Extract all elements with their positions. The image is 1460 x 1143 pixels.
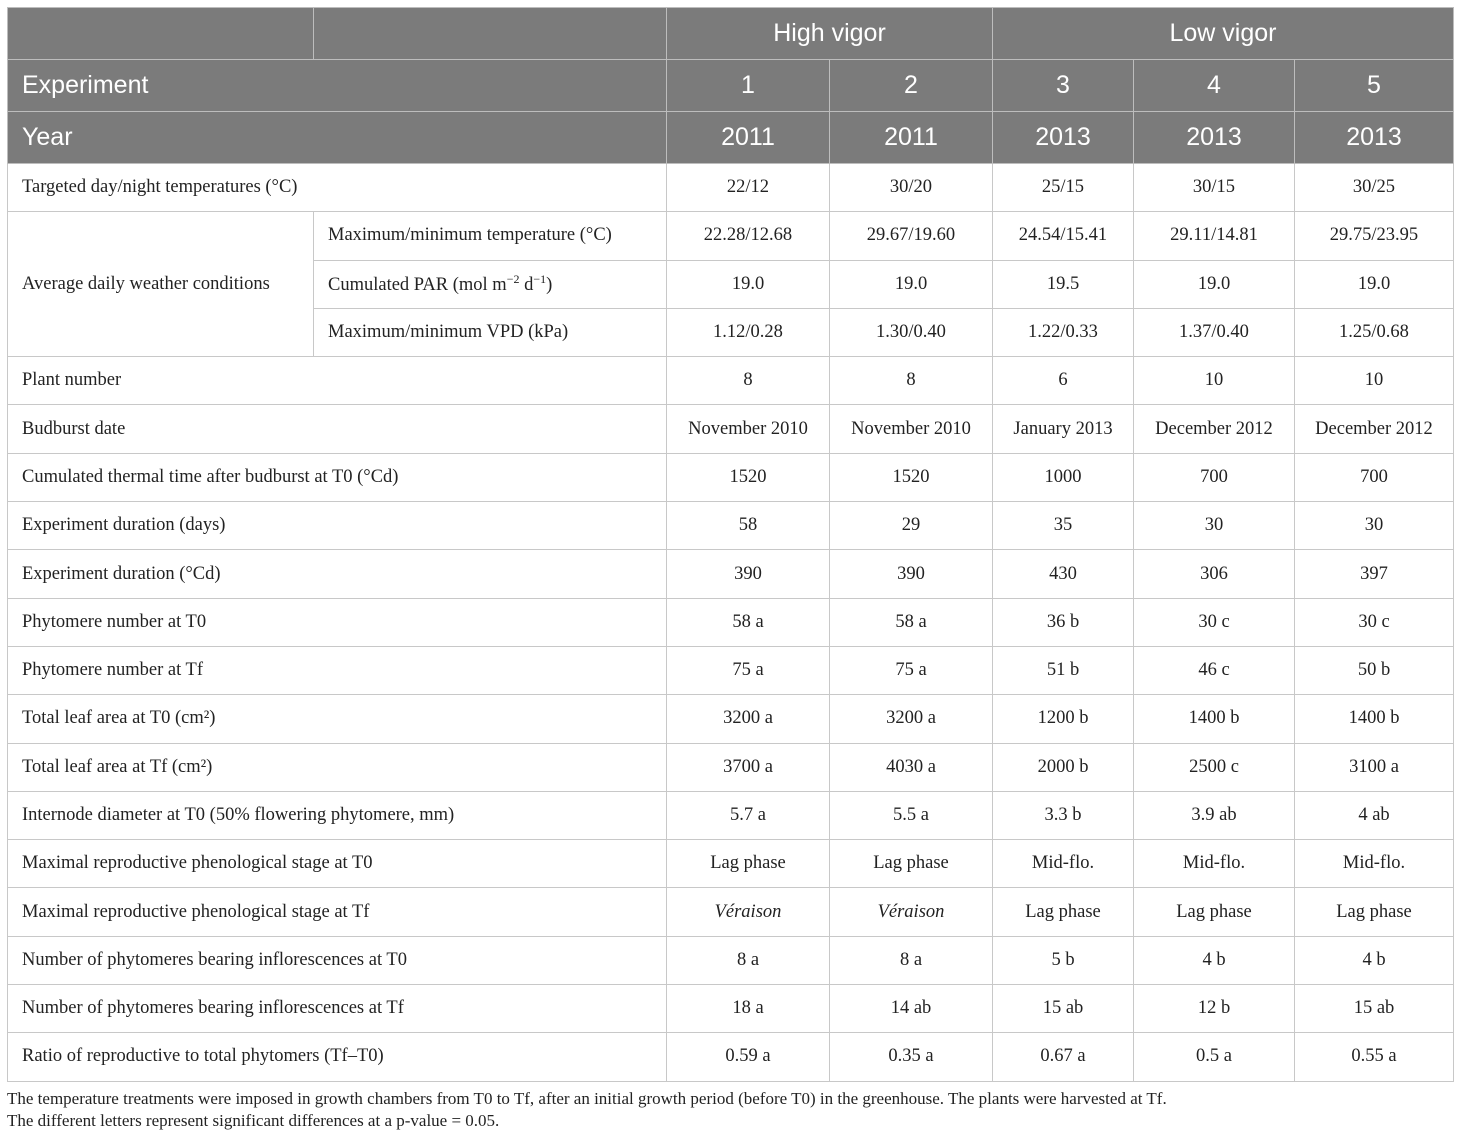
cell-value: 8 a bbox=[667, 936, 830, 984]
row-label: Maximal reproductive phenological stage at Tf bbox=[8, 888, 667, 936]
cell-value: 6 bbox=[993, 357, 1134, 405]
cell-value: 4 b bbox=[1295, 936, 1454, 984]
cell-value: 1520 bbox=[667, 453, 830, 501]
row-label: Number of phytomeres bearing inflorescences at T0 bbox=[8, 936, 667, 984]
cell-value: 8 bbox=[830, 357, 993, 405]
experiment-header-row bbox=[8, 60, 1454, 112]
cell-value: 25/15 bbox=[993, 164, 1134, 212]
cell-value: 0.55 a bbox=[1295, 1033, 1454, 1081]
cell-value: 1520 bbox=[830, 453, 993, 501]
table-body bbox=[8, 164, 1454, 1082]
cell-value: 1.30/0.40 bbox=[830, 308, 993, 356]
cell-value: Lag phase bbox=[1134, 888, 1295, 936]
cell-value: Lag phase bbox=[993, 888, 1134, 936]
table-row bbox=[8, 840, 1454, 888]
cell-value: 306 bbox=[1134, 550, 1295, 598]
experiment-number: 3 bbox=[993, 60, 1134, 112]
par-label-mid: d bbox=[519, 275, 534, 296]
cell-value: 1.37/0.40 bbox=[1134, 308, 1295, 356]
cell-value: 15 ab bbox=[1295, 985, 1454, 1033]
cell-value: 19.0 bbox=[1134, 260, 1295, 308]
row-sublabel: Maximum/minimum temperature (°C) bbox=[314, 212, 667, 260]
cell-value: 19.0 bbox=[1295, 260, 1454, 308]
cell-value: 3200 a bbox=[667, 695, 830, 743]
table-row bbox=[8, 453, 1454, 501]
cell-value: 430 bbox=[993, 550, 1134, 598]
table-row bbox=[8, 791, 1454, 839]
footnote: The temperature treatments were imposed in growth chambers from T0 to Tf, after an initial growth period (before T0) in the greenhouse. The plants were harvested at Tf. bbox=[7, 1089, 1167, 1108]
cell-value: 1400 b bbox=[1295, 695, 1454, 743]
cell-value: 58 a bbox=[667, 598, 830, 646]
cell-value: 24.54/15.41 bbox=[993, 212, 1134, 260]
table-row bbox=[8, 1033, 1454, 1081]
cell-value: 50 b bbox=[1295, 646, 1454, 694]
cell-value: 29.75/23.95 bbox=[1295, 212, 1454, 260]
par-exponent-2: −1 bbox=[533, 272, 547, 287]
table-row bbox=[8, 164, 1454, 212]
table-row bbox=[8, 985, 1454, 1033]
cell-value: 397 bbox=[1295, 550, 1454, 598]
par-exponent-1: −2 bbox=[506, 272, 520, 287]
table-row bbox=[8, 357, 1454, 405]
cell-value: 5 b bbox=[993, 936, 1134, 984]
cell-value: 3700 a bbox=[667, 743, 830, 791]
cell-value: 30 c bbox=[1295, 598, 1454, 646]
cell-value: Lag phase bbox=[830, 840, 993, 888]
experiment-number: 2 bbox=[830, 60, 993, 112]
cell-value: 19.0 bbox=[830, 260, 993, 308]
cell-value: 390 bbox=[667, 550, 830, 598]
cell-value: 700 bbox=[1134, 453, 1295, 501]
cell-value: 3.9 ab bbox=[1134, 791, 1295, 839]
cell-value: 19.5 bbox=[993, 260, 1134, 308]
cell-value: 19.0 bbox=[667, 260, 830, 308]
cell-value: 0.35 a bbox=[830, 1033, 993, 1081]
table-row bbox=[8, 550, 1454, 598]
year-value: 2013 bbox=[993, 112, 1134, 164]
footnote: The different letters represent significant differences at a p-value = 0.05. bbox=[7, 1111, 500, 1130]
cell-value: 5.5 a bbox=[830, 791, 993, 839]
year-value: 2013 bbox=[1134, 112, 1295, 164]
cell-value: 46 c bbox=[1134, 646, 1295, 694]
row-label: Phytomere number at T0 bbox=[8, 598, 667, 646]
cell-value: 29.67/19.60 bbox=[830, 212, 993, 260]
row-label: Ratio of reproductive to total phytomers (Tf–T0) bbox=[8, 1033, 667, 1081]
cell-value: 3200 a bbox=[830, 695, 993, 743]
row-label: Number of phytomeres bearing inflorescences at Tf bbox=[8, 985, 667, 1033]
cell-value: Mid-flo. bbox=[1295, 840, 1454, 888]
row-label: Budburst date bbox=[8, 405, 667, 453]
cell-value: 14 ab bbox=[830, 985, 993, 1033]
data-table bbox=[7, 7, 1454, 1082]
year-value: 2011 bbox=[667, 112, 830, 164]
par-label-prefix: Cumulated PAR (mol m bbox=[328, 275, 507, 296]
row-label: Internode diameter at T0 (50% flowering phytomere, mm) bbox=[8, 791, 667, 839]
row-label: Total leaf area at Tf (cm²) bbox=[8, 743, 667, 791]
year-header-row bbox=[8, 112, 1454, 164]
cell-value: 0.67 a bbox=[993, 1033, 1134, 1081]
row-label: Maximal reproductive phenological stage at T0 bbox=[8, 840, 667, 888]
cell-value: November 2010 bbox=[830, 405, 993, 453]
cell-value: 700 bbox=[1295, 453, 1454, 501]
header-empty-cell bbox=[314, 8, 667, 60]
cell-value: 51 b bbox=[993, 646, 1134, 694]
cell-value: 1.25/0.68 bbox=[1295, 308, 1454, 356]
experiment-number: 1 bbox=[667, 60, 830, 112]
row-label: Total leaf area at T0 (cm²) bbox=[8, 695, 667, 743]
cell-value: 29 bbox=[830, 502, 993, 550]
year-value: 2013 bbox=[1295, 112, 1454, 164]
table-row bbox=[8, 502, 1454, 550]
group-header-row bbox=[8, 8, 1454, 60]
cell-value: 75 a bbox=[667, 646, 830, 694]
row-sublabel: Maximum/minimum VPD (kPa) bbox=[314, 308, 667, 356]
cell-value: 3100 a bbox=[1295, 743, 1454, 791]
year-label: Year bbox=[8, 112, 667, 164]
cell-value: Lag phase bbox=[1295, 888, 1454, 936]
cell-value: 58 bbox=[667, 502, 830, 550]
cell-value: 4 b bbox=[1134, 936, 1295, 984]
table-row bbox=[8, 598, 1454, 646]
cell-value: 1.22/0.33 bbox=[993, 308, 1134, 356]
cell-value: Mid-flo. bbox=[1134, 840, 1295, 888]
cell-value: 58 a bbox=[830, 598, 993, 646]
cell-value: December 2012 bbox=[1134, 405, 1295, 453]
table-row bbox=[8, 936, 1454, 984]
cell-value: 2000 b bbox=[993, 743, 1134, 791]
cell-value: 18 a bbox=[667, 985, 830, 1033]
cell-value: 36 b bbox=[993, 598, 1134, 646]
cell-value: 4030 a bbox=[830, 743, 993, 791]
table-row bbox=[8, 888, 1454, 936]
cell-value: 8 bbox=[667, 357, 830, 405]
cell-value: Véraison bbox=[830, 888, 993, 936]
cell-value: 30 c bbox=[1134, 598, 1295, 646]
cell-value: 0.5 a bbox=[1134, 1033, 1295, 1081]
table-row bbox=[8, 212, 1454, 260]
cell-value: 1400 b bbox=[1134, 695, 1295, 743]
row-label: Experiment duration (days) bbox=[8, 502, 667, 550]
cell-value: 1200 b bbox=[993, 695, 1134, 743]
row-label: Experiment duration (°Cd) bbox=[8, 550, 667, 598]
row-group-label: Average daily weather conditions bbox=[8, 212, 314, 357]
cell-value: 30 bbox=[1295, 502, 1454, 550]
cell-value: Véraison bbox=[667, 888, 830, 936]
cell-value: December 2012 bbox=[1295, 405, 1454, 453]
cell-value: 30 bbox=[1134, 502, 1295, 550]
experiment-number: 5 bbox=[1295, 60, 1454, 112]
table-footnotes bbox=[7, 1088, 1453, 1132]
cell-value: 10 bbox=[1134, 357, 1295, 405]
cell-value: 10 bbox=[1295, 357, 1454, 405]
cell-value: 1.12/0.28 bbox=[667, 308, 830, 356]
cell-value: 4 ab bbox=[1295, 791, 1454, 839]
experiment-label: Experiment bbox=[8, 60, 667, 112]
cell-value: January 2013 bbox=[993, 405, 1134, 453]
group-low-vigor: Low vigor bbox=[993, 8, 1454, 60]
table-row bbox=[8, 405, 1454, 453]
table-row bbox=[8, 743, 1454, 791]
cell-value: 3.3 b bbox=[993, 791, 1134, 839]
table-row bbox=[8, 646, 1454, 694]
group-high-vigor: High vigor bbox=[667, 8, 993, 60]
row-label: Targeted day/night temperatures (°C) bbox=[8, 164, 667, 212]
cell-value: 8 a bbox=[830, 936, 993, 984]
cell-value: 30/20 bbox=[830, 164, 993, 212]
row-sublabel bbox=[314, 260, 667, 308]
cell-value: 390 bbox=[830, 550, 993, 598]
cell-value: 22.28/12.68 bbox=[667, 212, 830, 260]
cell-value: 0.59 a bbox=[667, 1033, 830, 1081]
row-label: Cumulated thermal time after budburst at T0 (°Cd) bbox=[8, 453, 667, 501]
cell-value: 1000 bbox=[993, 453, 1134, 501]
cell-value: Mid-flo. bbox=[993, 840, 1134, 888]
cell-value: 5.7 a bbox=[667, 791, 830, 839]
year-value: 2011 bbox=[830, 112, 993, 164]
table-header bbox=[8, 8, 1454, 164]
header-empty-cell bbox=[8, 8, 314, 60]
row-label: Phytomere number at Tf bbox=[8, 646, 667, 694]
table-row bbox=[8, 695, 1454, 743]
cell-value: 29.11/14.81 bbox=[1134, 212, 1295, 260]
cell-value: 75 a bbox=[830, 646, 993, 694]
experiment-number: 4 bbox=[1134, 60, 1295, 112]
cell-value: November 2010 bbox=[667, 405, 830, 453]
par-label-suffix: ) bbox=[546, 275, 553, 296]
cell-value: 12 b bbox=[1134, 985, 1295, 1033]
cell-value: 30/25 bbox=[1295, 164, 1454, 212]
cell-value: 22/12 bbox=[667, 164, 830, 212]
cell-value: 15 ab bbox=[993, 985, 1134, 1033]
cell-value: 2500 c bbox=[1134, 743, 1295, 791]
cell-value: Lag phase bbox=[667, 840, 830, 888]
cell-value: 30/15 bbox=[1134, 164, 1295, 212]
cell-value: 35 bbox=[993, 502, 1134, 550]
row-label: Plant number bbox=[8, 357, 667, 405]
